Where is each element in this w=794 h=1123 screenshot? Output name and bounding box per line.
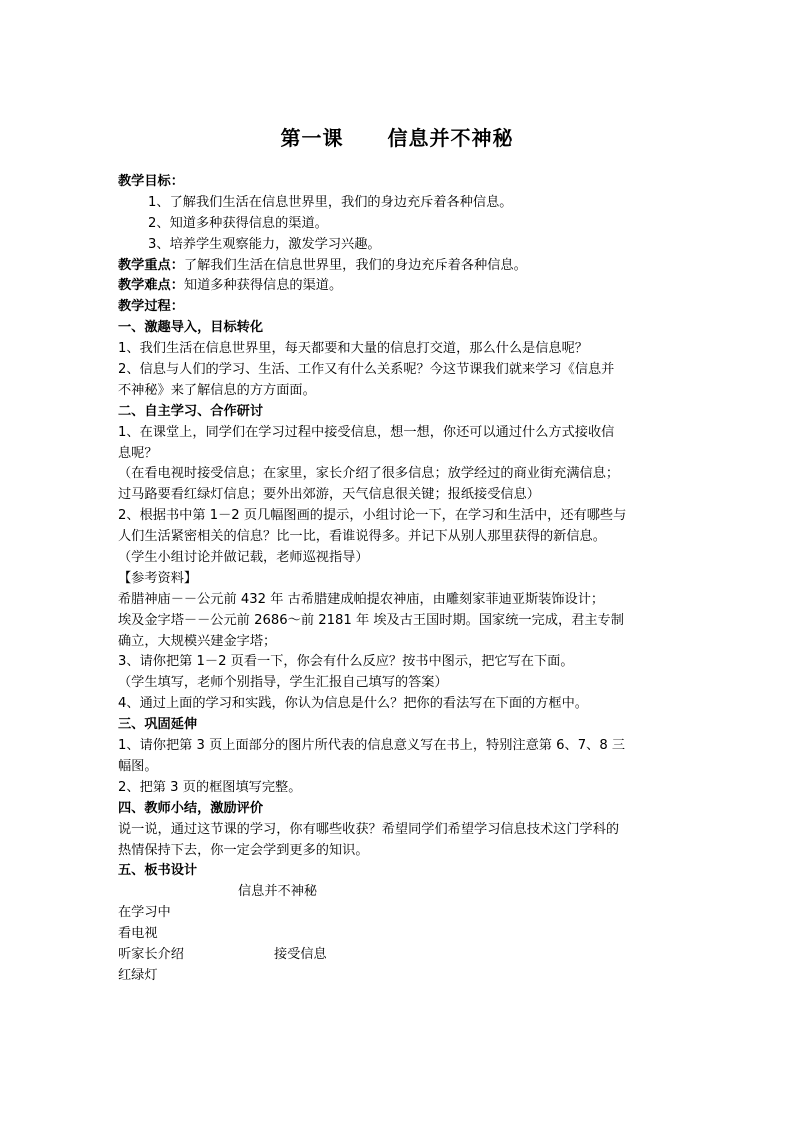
section5-heading: 五、板书设计 [118,863,198,879]
paragraph: 1、在课堂上，同学们在学习过程中接受信息，想一想，你还可以通过什么方式接收信 [118,424,615,440]
paragraph: （在看电视时接受信息；在家里，家长介绍了很多信息；放学经过的商业街充满信息； [118,466,620,482]
paragraph: 过马路要看红绿灯信息；要外出郊游，天气信息很关键；报纸接受信息） [118,487,540,503]
difficulty [118,276,678,297]
section4-heading: 四、教师小结，激励评价 [118,800,264,816]
lesson-name: 信息并不神秘 [387,126,514,150]
board-result: 接受信息 [274,946,327,962]
reference-item: 确立，大规模兴建金字塔； [118,633,277,649]
difficulty-label: 教学难点： [118,278,184,294]
paragraph: 不神秘》来了解信息的方方面面。 [118,382,316,398]
board-item: 红绿灯 [118,967,158,983]
reference-item: 埃及金字塔－－公元前 2686～前 2181 年 埃及古王国时期。国家统一完成，君主专制 [118,612,624,628]
paragraph: 1、我们生活在信息世界里，每天都要和大量的信息打交道，那么什么是信息呢？ [118,341,588,357]
key-point [118,256,678,277]
objective-item: 3、培养学生观察能力，激发学习兴趣。 [148,236,381,252]
paragraph: 2、把第 3 页的框图填写完整。 [118,779,302,795]
paragraph: 4、通过上面的学习和实践，你认为信息是什么？把你的看法写在下面的方框中。 [118,696,588,712]
board-row [118,945,678,966]
lesson-title [0,122,794,151]
paragraph: （学生小组讨论并做记载，老师巡视指导） [118,550,369,566]
section2-heading: 二、自主学习、合作研讨 [118,403,264,419]
paragraph: （学生填写，老师个别指导，学生汇报自己填写的答案） [118,675,448,691]
difficulty-text: 知道多种获得信息的渠道。 [183,278,343,294]
paragraph: 1、请你把第 3 页上面部分的图片所代表的信息意义写在书上，特别注意第 6、7、8 三 [118,738,626,754]
paragraph: 人们生活紧密相关的信息？比一比，看谁说得多。并记下从别人那里获得的新信息。 [118,529,606,545]
paragraph: 热情保持下去，你一定会学到更多的知识。 [118,842,369,858]
paragraph: 说一说，通过这节课的学习，你有哪些收获？希望同学们希望学习信息技术这门学科的 [118,821,620,837]
objectives-heading: 教学目标： [118,174,184,189]
board-item: 听家长介绍 [118,946,184,962]
objective-item: 2、知道多种获得信息的渠道。 [148,215,328,231]
document-body [118,172,678,987]
objective-item: 1、了解我们生活在信息世界里，我们的身边充斥着各种信息。 [148,194,513,210]
paragraph: 3、请你把第 1－2 页看一下，你会有什么反应？按书中图示，把它写在下面。 [118,654,574,670]
key-point-label: 教学重点： [118,257,184,273]
paragraph: 2、信息与人们的学习、生活、工作又有什么关系呢？今这节课我们就来学习《信息并 [118,362,615,378]
lesson-number: 第一课 [280,126,344,150]
reference-heading: 【参考资料】 [118,570,198,586]
process-heading: 教学过程： [118,299,184,315]
board-item: 看电视 [118,926,158,942]
paragraph: 幅图。 [118,758,158,774]
key-point-text: 了解我们生活在信息世界里，我们的身边充斥着各种信息。 [183,257,527,273]
paragraph: 2、根据书中第 1－2 页几幅图画的提示，小组讨论一下，在学习和生活中，还有哪些与 [118,508,627,524]
board-item: 在学习中 [118,905,171,921]
paragraph: 息呢？ [118,445,158,461]
board-title: 信息并不神秘 [238,884,318,900]
section3-heading: 三、巩固延伸 [118,717,198,733]
reference-item: 希腊神庙－－公元前 432 年 古希腊建成帕提农神庙，由雕刻家菲迪亚斯装饰设计； [118,591,605,607]
section1-heading: 一、激趣导入，目标转化 [118,320,264,336]
